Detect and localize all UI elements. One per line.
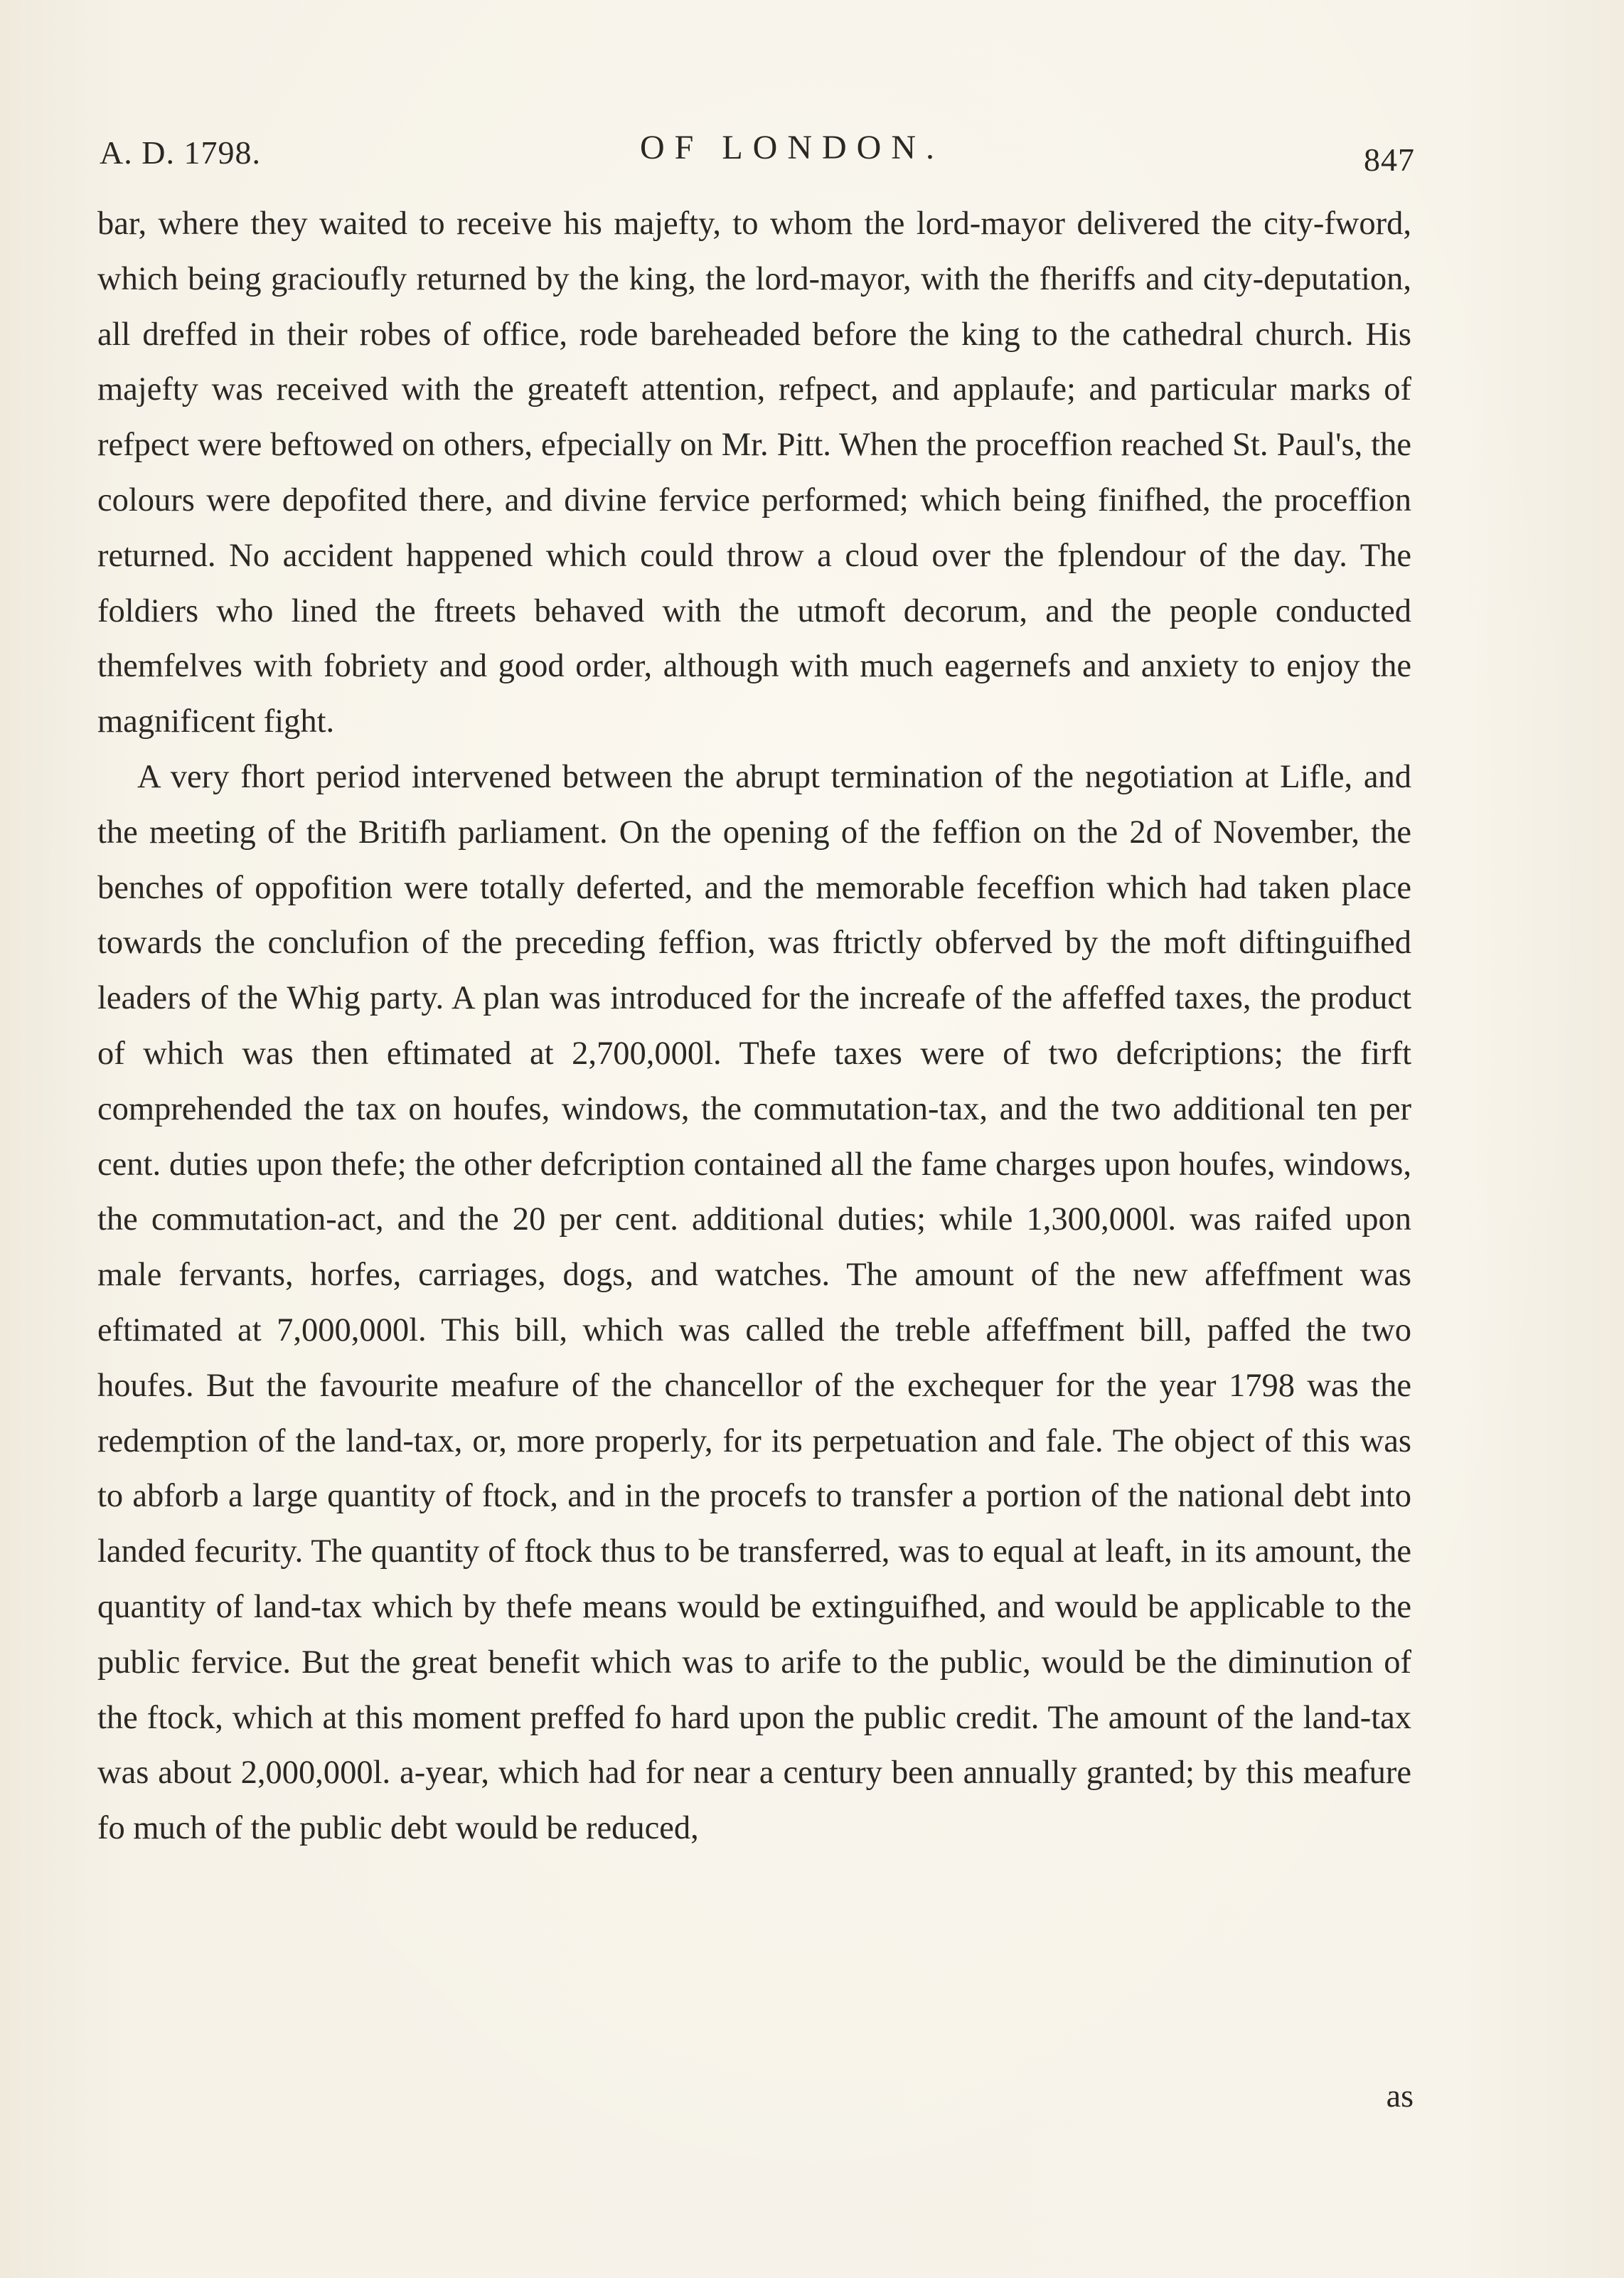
header-title: OF LONDON. <box>640 129 944 166</box>
body-text <box>97 196 1411 1856</box>
page-number: 847 <box>1364 142 1415 178</box>
header-date: A. D. 1798. <box>100 134 261 171</box>
paragraph-1: bar, where they waited to receive his majefty, to whom the lord-mayor delivered the city-fword, which being gracioufly returned by the king, the lord-mayor, with the fheriffs and city-deputation, all dreffed in their robes of office, rode bareheaded before the king to the cathedral church. His majefty was received with the greateft attention, refpect, and applaufe; and particular marks of refpect were beftowed on others, efpecially on Mr. Pitt. When the proceffion reached St. Paul's, the colours were depofited there, and divine fervice performed; which being finifhed, the proceffion returned. No accident happened which could throw a cloud over the fplendour of the day. The foldiers who lined the ftreets behaved with the utmoft decorum, and the people conducted themfelves with fobriety and good order, although with much eagernefs and anxiety to enjoy the magnificent fight. <box>97 206 1411 740</box>
catchword: as <box>1386 2077 1414 2114</box>
paragraph-2: A very fhort period intervened between the abrupt termination of the negotiation at Lifle, and the meeting of the Britifh parliament. On the opening of the feffion on the 2d of November, the benches of oppofition were totally deferted, and the memorable feceffion which had taken place towards the conclufion of the preceding feffion, was ftrictly obferved by the moft diftinguifhed leaders of the Whig party. A plan was introduced for the increafe of the affeffed taxes, the product of which was then eftimated at 2,700,000l. Thefe taxes were of two defcriptions; the firft comprehended the tax on houfes, windows, the commutation-tax, and the two additional ten per cent. duties upon thefe; the other defcription contained all the fame charges upon houfes, windows, the commutation-act, and the 20 per cent. additional duties; while 1,300,000l. was raifed upon male fervants, horfes, carriages, dogs, and watches. The amount of the new affeffment was eftimated at 7,000,000l. This bill, which was called the treble affeffment bill, paffed the two houfes. But the favourite meafure of the chancellor of the exchequer for the year 1798 was the redemption of the land-tax, or, more properly, for its perpetuation and fale. The object of this was to abforb a large quantity of ftock, and in the procefs to transfer a portion of the national debt into landed fecurity. The quantity of ftock thus to be transferred, was to equal at leaft, in its amount, the quantity of land-tax which by thefe means would be extinguifhed, and would be applicable to the public fervice. But the great benefit which was to arife to the public, would be the diminution of the ftock, which at this moment preffed fo hard upon the public credit. The amount of the land-tax was about 2,000,000l. a-year, which had for near a century been annually granted; by this meafure fo much of the public debt would be reduced, <box>97 758 1411 1847</box>
running-head <box>100 128 1415 178</box>
